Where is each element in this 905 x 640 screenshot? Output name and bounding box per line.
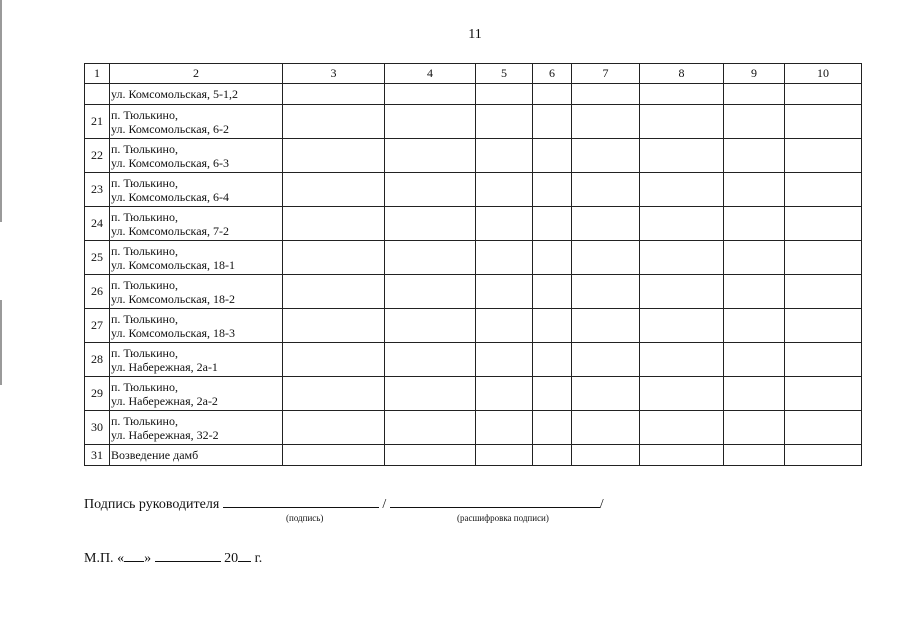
object-name-line: ул. Комсомольская, 18-1 (111, 257, 236, 272)
empty-cell-col-9 (724, 309, 785, 343)
signature-closing: / (599, 497, 604, 512)
column-header: 6 (533, 64, 572, 84)
empty-cell-col-9 (724, 139, 785, 173)
empty-cell-col-6 (533, 207, 572, 241)
empty-cell-col-6 (533, 84, 572, 105)
empty-cell-col-9 (724, 411, 785, 445)
row-number-cell: 30 (85, 411, 110, 445)
object-name-line: ул. Комсомольская, 6-3 (111, 155, 230, 170)
object-name-line: ул. Комсомольская, 5-1,2 (111, 87, 239, 101)
empty-cell-col-10 (785, 411, 862, 445)
empty-cell-col-7 (572, 445, 640, 466)
empty-cell-col-7 (572, 84, 640, 105)
empty-cell-col-10 (785, 84, 862, 105)
column-header: 2 (110, 64, 283, 84)
empty-cell-col-10 (785, 105, 862, 139)
day-blank (124, 547, 144, 562)
signature-blank (223, 493, 379, 508)
year-suffix: г. (254, 551, 263, 566)
object-name-cell (110, 84, 283, 105)
table-row (85, 445, 862, 466)
empty-cell-col-10 (785, 309, 862, 343)
empty-cell-col-5 (476, 84, 533, 105)
object-name-line: ул. Комсомольская, 18-2 (111, 291, 236, 306)
table-row (85, 84, 862, 105)
signature-separator: / (382, 497, 387, 512)
empty-cell-col-3 (283, 343, 385, 377)
data-table (84, 63, 862, 466)
table-row (85, 139, 862, 173)
empty-cell-col-3 (283, 105, 385, 139)
empty-cell-col-3 (283, 84, 385, 105)
empty-cell-col-3 (283, 377, 385, 411)
signature-line (84, 493, 604, 513)
object-name-cell (110, 309, 283, 343)
object-name-line: ул. Набережная, 2а-2 (111, 393, 218, 408)
empty-cell-col-8 (640, 343, 724, 377)
empty-cell-col-6 (533, 139, 572, 173)
object-name-line: п. Тюлькино, (111, 413, 178, 428)
empty-cell-col-3 (283, 173, 385, 207)
empty-cell-col-8 (640, 173, 724, 207)
table-row (85, 241, 862, 275)
empty-cell-col-8 (640, 411, 724, 445)
empty-cell-col-5 (476, 343, 533, 377)
empty-cell-col-8 (640, 377, 724, 411)
empty-cell-col-5 (476, 309, 533, 343)
empty-cell-col-5 (476, 445, 533, 466)
empty-cell-col-4 (385, 207, 476, 241)
empty-cell-col-5 (476, 207, 533, 241)
object-name-cell (110, 105, 283, 139)
object-name-line: ул. Набережная, 32-2 (111, 427, 219, 442)
row-number-cell: 25 (85, 241, 110, 275)
row-number-cell: 29 (85, 377, 110, 411)
empty-cell-col-5 (476, 139, 533, 173)
object-name-line: п. Тюлькино, (111, 175, 178, 190)
empty-cell-col-4 (385, 309, 476, 343)
empty-cell-col-9 (724, 445, 785, 466)
row-number-cell: 31 (85, 445, 110, 466)
empty-cell-col-8 (640, 84, 724, 105)
row-number-cell: 24 (85, 207, 110, 241)
empty-cell-col-8 (640, 207, 724, 241)
object-name-line: ул. Набережная, 2а-1 (111, 359, 218, 374)
empty-cell-col-10 (785, 139, 862, 173)
empty-cell-col-8 (640, 445, 724, 466)
object-name-cell (110, 139, 283, 173)
column-header: 8 (640, 64, 724, 84)
object-name-line: ул. Комсомольская, 6-4 (111, 189, 230, 204)
table-row (85, 377, 862, 411)
empty-cell-col-10 (785, 207, 862, 241)
empty-cell-col-7 (572, 309, 640, 343)
object-name-line: п. Тюлькино, (111, 379, 178, 394)
object-name-cell (110, 411, 283, 445)
empty-cell-col-9 (724, 207, 785, 241)
empty-cell-col-5 (476, 275, 533, 309)
empty-cell-col-5 (476, 411, 533, 445)
object-name-line: п. Тюлькино, (111, 209, 178, 224)
date-close-quote: » (144, 551, 152, 566)
table-row (85, 105, 862, 139)
table-row (85, 173, 862, 207)
empty-cell-col-8 (640, 309, 724, 343)
signature-decoding-blank (390, 493, 600, 508)
empty-cell-col-7 (572, 411, 640, 445)
column-header: 4 (385, 64, 476, 84)
empty-cell-col-9 (724, 241, 785, 275)
empty-cell-col-8 (640, 275, 724, 309)
month-blank (155, 547, 221, 562)
object-name-cell (110, 173, 283, 207)
row-number-cell: 22 (85, 139, 110, 173)
object-name-line: п. Тюлькино, (111, 277, 178, 292)
empty-cell-col-10 (785, 377, 862, 411)
empty-cell-col-7 (572, 105, 640, 139)
object-name-cell (110, 445, 283, 466)
row-number-cell: 21 (85, 105, 110, 139)
empty-cell-col-4 (385, 241, 476, 275)
table-row (85, 309, 862, 343)
empty-cell-col-6 (533, 241, 572, 275)
object-name-cell (110, 241, 283, 275)
object-name-cell (110, 207, 283, 241)
stamp-mp: М.П. (84, 551, 114, 566)
empty-cell-col-3 (283, 445, 385, 466)
year-prefix: 20 (224, 551, 239, 566)
column-header: 10 (785, 64, 862, 84)
empty-cell-col-6 (533, 275, 572, 309)
empty-cell-col-9 (724, 343, 785, 377)
row-number-cell: 23 (85, 173, 110, 207)
empty-cell-col-7 (572, 377, 640, 411)
object-name-line: ул. Комсомольская, 6-2 (111, 121, 230, 136)
empty-cell-col-4 (385, 139, 476, 173)
empty-cell-col-9 (724, 377, 785, 411)
table-header-row (85, 64, 862, 84)
empty-cell-col-7 (572, 139, 640, 173)
signature-hint: (подпись) (286, 513, 324, 523)
empty-cell-col-10 (785, 173, 862, 207)
column-header: 7 (572, 64, 640, 84)
empty-cell-col-4 (385, 275, 476, 309)
empty-cell-col-8 (640, 241, 724, 275)
decoding-hint: (расшифровка подписи) (457, 513, 549, 523)
empty-cell-col-6 (533, 173, 572, 207)
empty-cell-col-6 (533, 377, 572, 411)
object-name-cell (110, 377, 283, 411)
empty-cell-col-5 (476, 241, 533, 275)
empty-cell-col-6 (533, 445, 572, 466)
empty-cell-col-7 (572, 343, 640, 377)
empty-cell-col-3 (283, 309, 385, 343)
empty-cell-col-6 (533, 105, 572, 139)
empty-cell-col-3 (283, 139, 385, 173)
empty-cell-col-4 (385, 445, 476, 466)
object-name-line: ул. Комсомольская, 18-3 (111, 325, 236, 340)
empty-cell-col-6 (533, 309, 572, 343)
empty-cell-col-4 (385, 84, 476, 105)
object-name-line: п. Тюлькино, (111, 311, 178, 326)
empty-cell-col-5 (476, 173, 533, 207)
row-number-cell: 28 (85, 343, 110, 377)
object-name-line: п. Тюлькино, (111, 141, 178, 156)
empty-cell-col-10 (785, 445, 862, 466)
row-number-cell: 26 (85, 275, 110, 309)
column-header: 3 (283, 64, 385, 84)
year-blank (238, 547, 251, 562)
table-row (85, 207, 862, 241)
empty-cell-col-3 (283, 275, 385, 309)
empty-cell-col-9 (724, 84, 785, 105)
empty-cell-col-10 (785, 241, 862, 275)
object-name-line: п. Тюлькино, (111, 345, 178, 360)
date-open-quote: « (117, 551, 125, 566)
empty-cell-col-9 (724, 105, 785, 139)
empty-cell-col-9 (724, 173, 785, 207)
empty-cell-col-4 (385, 377, 476, 411)
column-header: 5 (476, 64, 533, 84)
empty-cell-col-10 (785, 343, 862, 377)
object-name-line: ул. Комсомольская, 7-2 (111, 223, 230, 238)
empty-cell-col-9 (724, 275, 785, 309)
empty-cell-col-8 (640, 139, 724, 173)
empty-cell-col-8 (640, 105, 724, 139)
empty-cell-col-3 (283, 207, 385, 241)
empty-cell-col-4 (385, 411, 476, 445)
stamp-date-line (84, 547, 262, 567)
empty-cell-col-7 (572, 173, 640, 207)
page-number: 11 (468, 27, 482, 42)
signature-label: Подпись руководителя (84, 497, 220, 512)
row-number-cell (85, 84, 110, 105)
empty-cell-col-6 (533, 411, 572, 445)
empty-cell-col-7 (572, 241, 640, 275)
column-header: 9 (724, 64, 785, 84)
empty-cell-col-4 (385, 105, 476, 139)
empty-cell-col-3 (283, 241, 385, 275)
empty-cell-col-5 (476, 377, 533, 411)
column-header: 1 (85, 64, 110, 84)
empty-cell-col-10 (785, 275, 862, 309)
scan-edge-mark-bottom (0, 300, 2, 385)
object-name-line: п. Тюлькино, (111, 107, 178, 122)
object-name-cell (110, 343, 283, 377)
row-number-cell: 27 (85, 309, 110, 343)
object-name-line: п. Тюлькино, (111, 243, 178, 258)
table-row (85, 343, 862, 377)
table-row (85, 275, 862, 309)
object-name-cell (110, 275, 283, 309)
empty-cell-col-7 (572, 275, 640, 309)
empty-cell-col-3 (283, 411, 385, 445)
empty-cell-col-5 (476, 105, 533, 139)
table-row (85, 411, 862, 445)
object-name-line: Возведение дамб (111, 448, 199, 462)
empty-cell-col-7 (572, 207, 640, 241)
empty-cell-col-4 (385, 343, 476, 377)
empty-cell-col-4 (385, 173, 476, 207)
empty-cell-col-6 (533, 343, 572, 377)
